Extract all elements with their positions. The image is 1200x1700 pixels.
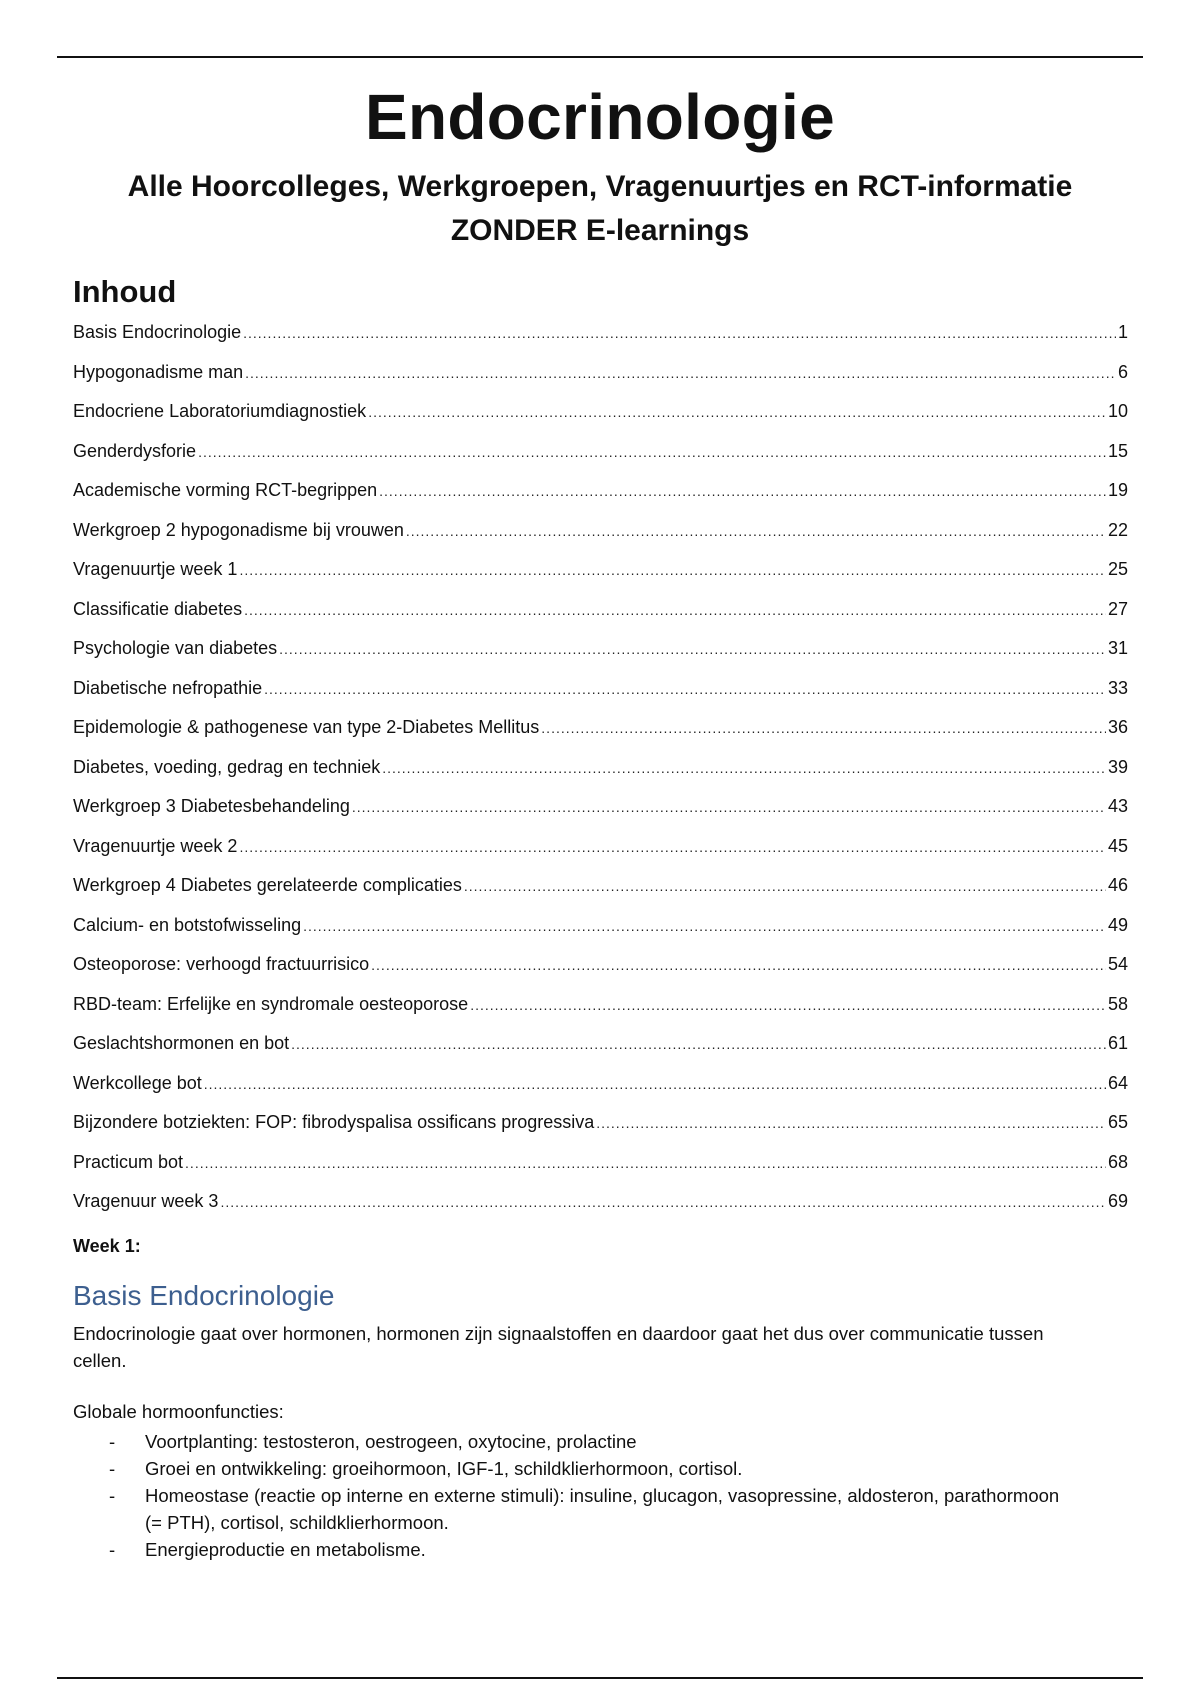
document-title: Endocrinologie bbox=[365, 81, 835, 153]
toc-dot-leader bbox=[352, 799, 1106, 815]
bottom-rule bbox=[57, 1677, 1143, 1679]
toc-entry-label: Werkgroep 2 hypogonadisme bij vrouwen bbox=[73, 519, 404, 540]
toc-entry-page: 10 bbox=[1107, 401, 1128, 421]
toc-entry[interactable] bbox=[73, 915, 1128, 955]
toc-entry-page: 54 bbox=[1107, 954, 1128, 974]
toc-dot-leader bbox=[239, 562, 1106, 578]
document-subtitle bbox=[0, 165, 1200, 253]
toc-dot-leader bbox=[541, 720, 1106, 736]
toc-entry-label: Practicum bot bbox=[73, 1151, 184, 1172]
toc-entry-label: Epidemologie & pathogenese van type 2-Diabetes Mellitus bbox=[73, 717, 540, 737]
toc-entry-page: 49 bbox=[1107, 914, 1128, 935]
toc-entry[interactable] bbox=[73, 757, 1128, 797]
toc-dot-leader bbox=[185, 1155, 1106, 1171]
table-of-contents bbox=[73, 322, 1128, 1231]
toc-entry-label: Vragenuurtje week 2 bbox=[73, 835, 238, 856]
toc-entry-label: Werkgroep 4 Diabetes gerelateerde complicaties bbox=[73, 875, 462, 895]
toc-entry[interactable] bbox=[73, 322, 1128, 362]
top-rule bbox=[57, 56, 1143, 58]
toc-entry[interactable] bbox=[73, 480, 1128, 520]
toc-entry[interactable] bbox=[73, 1112, 1128, 1152]
week-label: Week 1: bbox=[73, 1236, 141, 1256]
toc-entry-page: 15 bbox=[1107, 440, 1128, 461]
toc-entry-page: 68 bbox=[1107, 1151, 1128, 1172]
toc-entry-label: Diabetische nefropathie bbox=[73, 677, 263, 698]
toc-entry-page: 31 bbox=[1107, 638, 1128, 658]
hormone-functions-list bbox=[73, 1428, 1073, 1563]
toc-dot-leader bbox=[245, 365, 1116, 381]
toc-entry[interactable] bbox=[73, 520, 1128, 560]
toc-entry-page: 69 bbox=[1107, 1191, 1128, 1211]
toc-entry[interactable] bbox=[73, 638, 1128, 678]
toc-heading: Inhoud bbox=[73, 274, 177, 309]
list-item: - Homeostase (reactie op interne en externe stimuli): insuline, glucagon, vasopressine, aldosteron, parathormoon (= PTH), cortisol, schildklierhormoon. bbox=[73, 1482, 1073, 1536]
toc-entry[interactable] bbox=[73, 1073, 1128, 1113]
toc-entry[interactable] bbox=[73, 1191, 1128, 1231]
toc-dot-leader bbox=[368, 404, 1106, 420]
toc-entry-page: 61 bbox=[1107, 1033, 1128, 1053]
toc-entry-label: Classificatie diabetes bbox=[73, 598, 243, 619]
intro-paragraph: Endocrinologie gaat over hormonen, hormonen zijn signaalstoffen en daardoor gaat het dus over communicatie tussen cellen. bbox=[73, 1323, 1044, 1371]
toc-entry-label: Genderdysforie bbox=[73, 440, 197, 461]
toc-entry-page: 46 bbox=[1107, 875, 1128, 895]
toc-entry-label: Diabetes, voeding, gedrag en techniek bbox=[73, 756, 381, 777]
list-item: - Energieproductie en metabolisme. bbox=[73, 1536, 1073, 1563]
section-heading: Basis Endocrinologie bbox=[73, 1280, 335, 1311]
toc-entry-label: Werkgroep 3 Diabetesbehandeling bbox=[73, 796, 350, 816]
toc-entry-page: 43 bbox=[1107, 796, 1128, 816]
toc-dot-leader bbox=[243, 325, 1116, 341]
toc-entry-page: 25 bbox=[1107, 559, 1128, 579]
toc-entry-page: 22 bbox=[1107, 519, 1128, 540]
toc-entry-label: Vragenuur week 3 bbox=[73, 1191, 219, 1211]
toc-entry-page: 36 bbox=[1107, 717, 1128, 737]
toc-entry[interactable] bbox=[73, 836, 1128, 876]
toc-entry-page: 58 bbox=[1107, 993, 1128, 1014]
toc-entry-page: 33 bbox=[1107, 677, 1128, 698]
toc-entry[interactable] bbox=[73, 362, 1128, 402]
toc-entry[interactable] bbox=[73, 954, 1128, 994]
toc-entry-label: Endocriene Laboratoriumdiagnostiek bbox=[73, 401, 367, 421]
list-label: Globale hormoonfuncties: bbox=[73, 1401, 284, 1422]
toc-entry[interactable] bbox=[73, 994, 1128, 1034]
toc-entry[interactable] bbox=[73, 1033, 1128, 1073]
toc-dot-leader bbox=[239, 839, 1106, 855]
toc-entry-page: 6 bbox=[1117, 361, 1128, 382]
toc-dot-leader bbox=[406, 523, 1106, 539]
toc-dot-leader bbox=[303, 918, 1106, 934]
toc-entry[interactable] bbox=[73, 401, 1128, 441]
toc-entry[interactable] bbox=[73, 1152, 1128, 1192]
toc-entry-label: RBD-team: Erfelijke en syndromale oesteoporose bbox=[73, 993, 469, 1014]
toc-entry-label: Academische vorming RCT-begrippen bbox=[73, 480, 378, 500]
toc-dot-leader bbox=[264, 681, 1106, 697]
subtitle-line-2: ZONDER E-learnings bbox=[450, 214, 750, 247]
list-item: - Voortplanting: testosteron, oestrogeen, oxytocine, prolactine bbox=[73, 1428, 1073, 1455]
toc-entry-page: 19 bbox=[1107, 480, 1128, 500]
toc-dot-leader bbox=[371, 957, 1106, 973]
toc-entry-label: Bijzondere botziekten: FOP: fibrodyspalisa ossificans progressiva bbox=[73, 1112, 595, 1132]
toc-entry[interactable] bbox=[73, 796, 1128, 836]
toc-entry-page: 1 bbox=[1117, 322, 1128, 342]
toc-dot-leader bbox=[464, 878, 1106, 894]
toc-entry-label: Psychologie van diabetes bbox=[73, 638, 278, 658]
toc-entry-page: 64 bbox=[1107, 1072, 1128, 1093]
subtitle-line-1: Alle Hoorcolleges, Werkgroepen, Vragenuurtjes en RCT-informatie bbox=[127, 170, 1073, 203]
toc-dot-leader bbox=[220, 1194, 1106, 1210]
toc-dot-leader bbox=[279, 641, 1106, 657]
toc-entry-page: 65 bbox=[1107, 1112, 1128, 1132]
toc-entry[interactable] bbox=[73, 678, 1128, 718]
toc-entry-label: Vragenuurtje week 1 bbox=[73, 559, 238, 579]
toc-dot-leader bbox=[198, 444, 1106, 460]
toc-entry[interactable] bbox=[73, 559, 1128, 599]
toc-dot-leader bbox=[244, 602, 1106, 618]
toc-dot-leader bbox=[204, 1076, 1106, 1092]
toc-entry-label: Calcium- en botstofwisseling bbox=[73, 914, 302, 935]
toc-entry-page: 39 bbox=[1107, 756, 1128, 777]
toc-entry-label: Hypogonadisme man bbox=[73, 361, 244, 382]
toc-entry[interactable] bbox=[73, 599, 1128, 639]
toc-entry[interactable] bbox=[73, 717, 1128, 757]
toc-dot-leader bbox=[379, 483, 1106, 499]
toc-dot-leader bbox=[470, 997, 1106, 1013]
toc-entry-label: Osteoporose: verhoogd fractuurrisico bbox=[73, 954, 370, 974]
toc-entry[interactable] bbox=[73, 875, 1128, 915]
toc-dot-leader bbox=[382, 760, 1106, 776]
toc-entry-label: Werkcollege bot bbox=[73, 1072, 202, 1093]
toc-entry[interactable] bbox=[73, 441, 1128, 481]
toc-entry-label: Basis Endocrinologie bbox=[73, 322, 242, 342]
toc-dot-leader bbox=[291, 1036, 1106, 1052]
toc-entry-page: 45 bbox=[1107, 835, 1128, 856]
toc-dot-leader bbox=[596, 1115, 1106, 1131]
toc-entry-label: Geslachtshormonen en bot bbox=[73, 1033, 290, 1053]
toc-entry-page: 27 bbox=[1107, 598, 1128, 619]
list-item: - Groei en ontwikkeling: groeihormoon, IGF-1, schildklierhormoon, cortisol. bbox=[73, 1455, 1073, 1482]
